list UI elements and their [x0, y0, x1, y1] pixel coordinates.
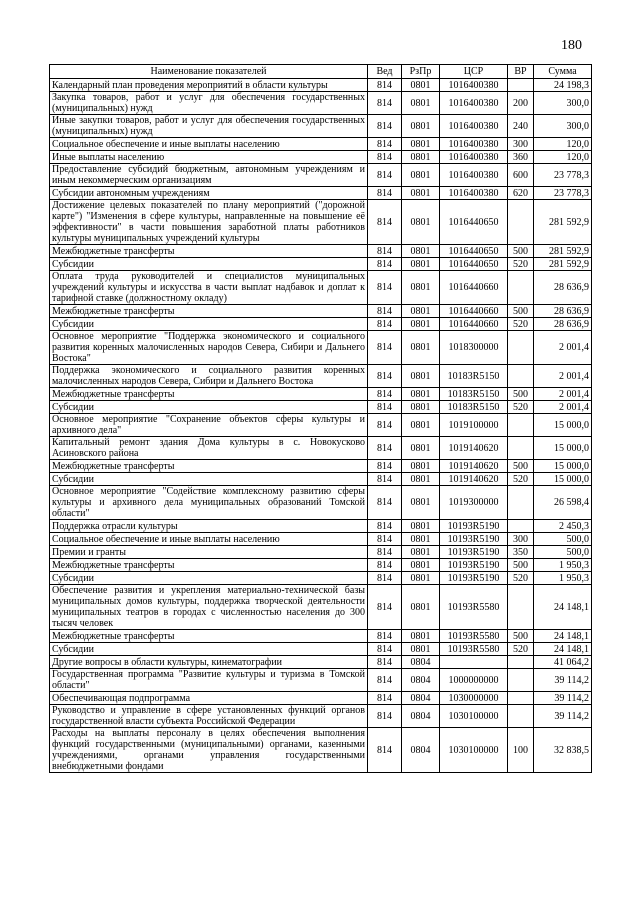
table-row — [50, 728, 592, 773]
cell-rzpr: 0801 — [402, 533, 440, 546]
cell-rzpr: 0801 — [402, 187, 440, 200]
cell-ved: 814 — [368, 585, 402, 630]
cell-name: Другие вопросы в области культуры, кинематографии — [50, 656, 368, 669]
header-vr: ВР — [508, 65, 534, 79]
cell-name: Социальное обеспечение и иные выплаты населению — [50, 138, 368, 151]
table-row — [50, 271, 592, 305]
cell-csr: 10193R5190 — [440, 533, 508, 546]
table-row — [50, 115, 592, 138]
cell-sum: 28 636,9 — [534, 318, 592, 331]
cell-csr: 1016440660 — [440, 305, 508, 318]
cell-vr: 620 — [508, 187, 534, 200]
cell-vr: 350 — [508, 546, 534, 559]
table-row — [50, 318, 592, 331]
table-row — [50, 164, 592, 187]
cell-sum: 26 598,4 — [534, 486, 592, 520]
cell-rzpr: 0801 — [402, 115, 440, 138]
cell-ved: 814 — [368, 520, 402, 533]
cell-vr — [508, 705, 534, 728]
cell-ved: 814 — [368, 318, 402, 331]
cell-csr: 1019140620 — [440, 437, 508, 460]
cell-sum: 281 592,9 — [534, 200, 592, 245]
cell-rzpr: 0801 — [402, 520, 440, 533]
table-row — [50, 486, 592, 520]
cell-ved: 814 — [368, 200, 402, 245]
table-row — [50, 705, 592, 728]
cell-name: Субсидии — [50, 258, 368, 271]
cell-vr: 200 — [508, 92, 534, 115]
cell-name: Поддержка экономического и социального развития коренных малочисленных народов Севера, Сибири и Дальнего Востока — [50, 365, 368, 388]
cell-name: Субсидии — [50, 318, 368, 331]
cell-ved: 814 — [368, 656, 402, 669]
cell-name: Межбюджетные трансферты — [50, 630, 368, 643]
cell-csr: 1016440660 — [440, 318, 508, 331]
cell-sum: 24 148,1 — [534, 643, 592, 656]
cell-sum: 39 114,2 — [534, 705, 592, 728]
cell-ved: 814 — [368, 401, 402, 414]
cell-name: Межбюджетные трансферты — [50, 460, 368, 473]
cell-rzpr: 0804 — [402, 705, 440, 728]
cell-csr: 1030000000 — [440, 692, 508, 705]
table-row — [50, 692, 592, 705]
cell-ved: 814 — [368, 643, 402, 656]
cell-ved: 814 — [368, 414, 402, 437]
cell-csr: 10193R5580 — [440, 643, 508, 656]
cell-rzpr: 0801 — [402, 138, 440, 151]
cell-csr: 10193R5190 — [440, 546, 508, 559]
cell-name: Основное мероприятие "Содействие комплексному развитию сферы культуры и архивного дела муниципальных образований Томской области" — [50, 486, 368, 520]
cell-name: Социальное обеспечение и иные выплаты населению — [50, 533, 368, 546]
cell-csr: 10193R5190 — [440, 572, 508, 585]
cell-ved: 814 — [368, 164, 402, 187]
cell-sum: 2 001,4 — [534, 388, 592, 401]
cell-sum: 120,0 — [534, 151, 592, 164]
cell-vr: 100 — [508, 728, 534, 773]
cell-name: Государственная программа "Развитие культуры и туризма в Томской области" — [50, 669, 368, 692]
cell-name: Межбюджетные трансферты — [50, 305, 368, 318]
cell-vr — [508, 669, 534, 692]
table-row — [50, 245, 592, 258]
table-row — [50, 331, 592, 365]
cell-csr: 1030100000 — [440, 728, 508, 773]
cell-vr: 520 — [508, 572, 534, 585]
cell-vr: 520 — [508, 643, 534, 656]
cell-ved: 814 — [368, 669, 402, 692]
cell-sum: 2 001,4 — [534, 365, 592, 388]
cell-ved: 814 — [368, 258, 402, 271]
cell-sum: 39 114,2 — [534, 692, 592, 705]
cell-vr: 520 — [508, 473, 534, 486]
table-row — [50, 401, 592, 414]
cell-vr: 520 — [508, 318, 534, 331]
cell-name: Расходы на выплаты персоналу в целях обеспечения выполнения функций государственными (муниципальными) органами, казенными учреждениями, органами управления государственными внебюджетными фондами — [50, 728, 368, 773]
cell-csr: 1016440650 — [440, 245, 508, 258]
cell-name: Поддержка отрасли культуры — [50, 520, 368, 533]
table-header-row — [50, 65, 592, 79]
cell-ved: 814 — [368, 151, 402, 164]
cell-name: Субсидии автономным учреждениям — [50, 187, 368, 200]
table-row — [50, 437, 592, 460]
cell-rzpr: 0801 — [402, 401, 440, 414]
cell-sum: 500,0 — [534, 546, 592, 559]
cell-csr: 1016400380 — [440, 92, 508, 115]
cell-rzpr: 0801 — [402, 258, 440, 271]
cell-vr: 500 — [508, 388, 534, 401]
cell-csr — [440, 656, 508, 669]
cell-vr — [508, 331, 534, 365]
cell-name: Капитальный ремонт здания Дома культуры в с. Новокусково Асиновского района — [50, 437, 368, 460]
cell-csr: 1016400380 — [440, 79, 508, 92]
header-rzpr: РзПр — [402, 65, 440, 79]
cell-name: Межбюджетные трансферты — [50, 388, 368, 401]
cell-ved: 814 — [368, 460, 402, 473]
cell-ved: 814 — [368, 486, 402, 520]
cell-name: Закупка товаров, работ и услуг для обеспечения государственных (муниципальных) нужд — [50, 92, 368, 115]
cell-vr — [508, 692, 534, 705]
cell-rzpr: 0801 — [402, 572, 440, 585]
cell-vr: 520 — [508, 401, 534, 414]
table-row — [50, 388, 592, 401]
cell-ved: 814 — [368, 692, 402, 705]
table-row — [50, 92, 592, 115]
cell-name: Субсидии — [50, 572, 368, 585]
cell-rzpr: 0801 — [402, 486, 440, 520]
cell-rzpr: 0804 — [402, 728, 440, 773]
cell-sum: 24 148,1 — [534, 630, 592, 643]
cell-csr: 1016440650 — [440, 200, 508, 245]
header-sum: Сумма — [534, 65, 592, 79]
cell-sum: 23 778,3 — [534, 164, 592, 187]
cell-sum: 2 001,4 — [534, 401, 592, 414]
cell-sum: 15 000,0 — [534, 437, 592, 460]
cell-rzpr: 0804 — [402, 692, 440, 705]
table-row — [50, 473, 592, 486]
cell-csr: 1016440650 — [440, 258, 508, 271]
cell-csr: 1030100000 — [440, 705, 508, 728]
table-row — [50, 79, 592, 92]
cell-vr: 500 — [508, 630, 534, 643]
cell-rzpr: 0801 — [402, 437, 440, 460]
cell-vr — [508, 520, 534, 533]
cell-name: Календарный план проведения мероприятий в области культуры — [50, 79, 368, 92]
cell-csr: 1018300000 — [440, 331, 508, 365]
cell-name: Обеспечивающая подпрограмма — [50, 692, 368, 705]
cell-ved: 814 — [368, 388, 402, 401]
budget-table — [49, 64, 592, 773]
cell-ved: 814 — [368, 115, 402, 138]
table-row — [50, 365, 592, 388]
cell-ved: 814 — [368, 245, 402, 258]
table-row — [50, 200, 592, 245]
table-row — [50, 669, 592, 692]
cell-name: Руководство и управление в сфере установленных функций органов государственной власти субъекта Российской Федерации — [50, 705, 368, 728]
table-row — [50, 460, 592, 473]
cell-vr: 360 — [508, 151, 534, 164]
cell-rzpr: 0801 — [402, 318, 440, 331]
cell-ved: 814 — [368, 705, 402, 728]
cell-ved: 814 — [368, 138, 402, 151]
table-row — [50, 546, 592, 559]
cell-csr: 10193R5580 — [440, 630, 508, 643]
cell-vr: 600 — [508, 164, 534, 187]
cell-ved: 814 — [368, 630, 402, 643]
cell-rzpr: 0801 — [402, 365, 440, 388]
table-row — [50, 414, 592, 437]
cell-rzpr: 0801 — [402, 331, 440, 365]
cell-ved: 814 — [368, 187, 402, 200]
table-row — [50, 258, 592, 271]
cell-rzpr: 0801 — [402, 559, 440, 572]
cell-name: Субсидии — [50, 643, 368, 656]
cell-csr: 1016400380 — [440, 138, 508, 151]
cell-sum: 1 950,3 — [534, 572, 592, 585]
cell-csr: 1019100000 — [440, 414, 508, 437]
cell-csr: 10193R5190 — [440, 559, 508, 572]
cell-rzpr: 0801 — [402, 151, 440, 164]
cell-vr: 500 — [508, 245, 534, 258]
cell-vr — [508, 200, 534, 245]
cell-csr: 10183R5150 — [440, 365, 508, 388]
table-row — [50, 305, 592, 318]
cell-rzpr: 0801 — [402, 414, 440, 437]
cell-vr — [508, 79, 534, 92]
cell-ved: 814 — [368, 79, 402, 92]
cell-vr: 240 — [508, 115, 534, 138]
cell-name: Достижение целевых показателей по плану мероприятий ("дорожной карте") "Изменения в сфере культуры, направленные на повышение её эффективности" в части повышения заработной платы работников культуры муниципальных учреждений культуры — [50, 200, 368, 245]
cell-ved: 814 — [368, 437, 402, 460]
cell-sum: 15 000,0 — [534, 460, 592, 473]
cell-vr: 300 — [508, 138, 534, 151]
cell-rzpr: 0804 — [402, 669, 440, 692]
cell-ved: 814 — [368, 473, 402, 486]
cell-sum: 281 592,9 — [534, 258, 592, 271]
cell-rzpr: 0801 — [402, 79, 440, 92]
cell-rzpr: 0801 — [402, 271, 440, 305]
cell-sum: 15 000,0 — [534, 473, 592, 486]
cell-vr: 520 — [508, 258, 534, 271]
cell-rzpr: 0801 — [402, 460, 440, 473]
cell-vr — [508, 414, 534, 437]
cell-csr: 1016440660 — [440, 271, 508, 305]
cell-ved: 814 — [368, 365, 402, 388]
header-ved: Вед — [368, 65, 402, 79]
cell-sum: 500,0 — [534, 533, 592, 546]
cell-name: Иные закупки товаров, работ и услуг для обеспечения государственных (муниципальных) нужд — [50, 115, 368, 138]
cell-rzpr: 0801 — [402, 546, 440, 559]
cell-sum: 28 636,9 — [534, 305, 592, 318]
cell-name: Премии и гранты — [50, 546, 368, 559]
cell-sum: 300,0 — [534, 115, 592, 138]
cell-rzpr: 0801 — [402, 388, 440, 401]
cell-sum: 120,0 — [534, 138, 592, 151]
cell-sum: 32 838,5 — [534, 728, 592, 773]
table-row — [50, 630, 592, 643]
cell-csr: 1000000000 — [440, 669, 508, 692]
header-csr: ЦСР — [440, 65, 508, 79]
cell-vr: 500 — [508, 559, 534, 572]
cell-vr — [508, 486, 534, 520]
table-row — [50, 533, 592, 546]
cell-csr: 10183R5150 — [440, 388, 508, 401]
cell-ved: 814 — [368, 546, 402, 559]
table-row — [50, 187, 592, 200]
cell-csr: 1019140620 — [440, 460, 508, 473]
cell-sum: 300,0 — [534, 92, 592, 115]
cell-name: Субсидии — [50, 401, 368, 414]
cell-ved: 814 — [368, 92, 402, 115]
page-number: 180 — [561, 38, 582, 53]
cell-vr — [508, 271, 534, 305]
cell-sum: 15 000,0 — [534, 414, 592, 437]
cell-name: Субсидии — [50, 473, 368, 486]
cell-vr: 300 — [508, 533, 534, 546]
cell-vr: 500 — [508, 460, 534, 473]
table-row — [50, 572, 592, 585]
table-row — [50, 643, 592, 656]
cell-ved: 814 — [368, 533, 402, 546]
cell-vr — [508, 365, 534, 388]
cell-ved: 814 — [368, 572, 402, 585]
cell-vr — [508, 656, 534, 669]
cell-sum: 23 778,3 — [534, 187, 592, 200]
cell-name: Межбюджетные трансферты — [50, 559, 368, 572]
cell-csr: 1016400380 — [440, 187, 508, 200]
cell-name: Межбюджетные трансферты — [50, 245, 368, 258]
cell-vr — [508, 585, 534, 630]
table-row — [50, 585, 592, 630]
cell-ved: 814 — [368, 728, 402, 773]
table-row — [50, 520, 592, 533]
cell-csr: 1016400380 — [440, 115, 508, 138]
cell-name: Оплата труда руководителей и специалистов муниципальных учреждений культуры и искусства в части выплат надбавок и доплат к тарифной ставке (должностному окладу) — [50, 271, 368, 305]
cell-csr: 10193R5190 — [440, 520, 508, 533]
cell-csr: 1016400380 — [440, 164, 508, 187]
header-name: Наименование показателей — [50, 65, 368, 79]
table-row — [50, 559, 592, 572]
table-row — [50, 151, 592, 164]
table-row — [50, 138, 592, 151]
cell-rzpr: 0801 — [402, 245, 440, 258]
cell-sum: 1 950,3 — [534, 559, 592, 572]
cell-sum: 28 636,9 — [534, 271, 592, 305]
cell-sum: 2 001,4 — [534, 331, 592, 365]
cell-ved: 814 — [368, 271, 402, 305]
cell-rzpr: 0801 — [402, 643, 440, 656]
cell-sum: 24 198,3 — [534, 79, 592, 92]
cell-rzpr: 0801 — [402, 164, 440, 187]
table-row — [50, 656, 592, 669]
cell-name: Основное мероприятие "Сохранение объектов сферы культуры и архивного дела" — [50, 414, 368, 437]
cell-csr: 10193R5580 — [440, 585, 508, 630]
cell-name: Обеспечение развития и укрепления материально-технической базы муниципальных домов культуры, поддержка творческой деятельности муниципальных театров в городах с численностью населения до 300 тысяч человек — [50, 585, 368, 630]
cell-ved: 814 — [368, 559, 402, 572]
cell-rzpr: 0801 — [402, 630, 440, 643]
cell-rzpr: 0801 — [402, 473, 440, 486]
cell-csr: 1019140620 — [440, 473, 508, 486]
cell-name: Основное мероприятие "Поддержка экономического и социального развития коренных малочисленных народов Севера, Сибири и Дальнего Востока" — [50, 331, 368, 365]
cell-vr — [508, 437, 534, 460]
cell-vr: 500 — [508, 305, 534, 318]
cell-sum: 2 450,3 — [534, 520, 592, 533]
cell-ved: 814 — [368, 305, 402, 318]
cell-rzpr: 0801 — [402, 200, 440, 245]
cell-rzpr: 0801 — [402, 305, 440, 318]
cell-csr: 10183R5150 — [440, 401, 508, 414]
cell-rzpr: 0801 — [402, 585, 440, 630]
cell-rzpr: 0804 — [402, 656, 440, 669]
table-body — [50, 79, 592, 773]
cell-name: Иные выплаты населению — [50, 151, 368, 164]
cell-ved: 814 — [368, 331, 402, 365]
cell-name: Предоставление субсидий бюджетным, автономным учреждениям и иным некоммерческим организациям — [50, 164, 368, 187]
cell-csr: 1016400380 — [440, 151, 508, 164]
cell-sum: 281 592,9 — [534, 245, 592, 258]
cell-sum: 24 148,1 — [534, 585, 592, 630]
cell-csr: 1019300000 — [440, 486, 508, 520]
cell-sum: 41 064,2 — [534, 656, 592, 669]
cell-rzpr: 0801 — [402, 92, 440, 115]
cell-sum: 39 114,2 — [534, 669, 592, 692]
